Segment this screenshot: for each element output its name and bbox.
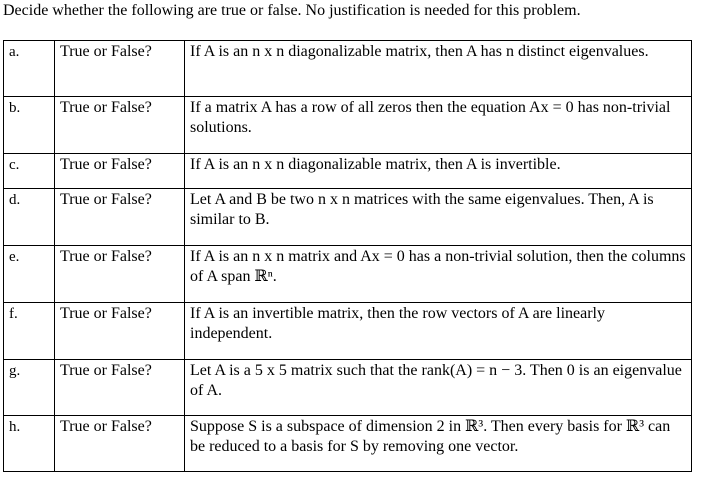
- table-row: [4, 360, 692, 416]
- instructions: Decide whether the following are true or false. No justification is needed for this problem.: [3, 2, 581, 19]
- true-or-false-prompt[interactable]: True or False?: [55, 189, 185, 246]
- statement: Let A and B be two n x n matrices with the same eigenvalues. Then, A is similar to B.: [185, 189, 692, 246]
- true-or-false-prompt[interactable]: True or False?: [55, 303, 185, 360]
- item-label: a.: [4, 41, 55, 97]
- statement: Suppose S is a subspace of dimension 2 in ℝ³. Then every basis for ℝ³ can be reduced to a basis for S by removing one vector.: [185, 416, 692, 472]
- statement: If a matrix A has a row of all zeros then the equation Ax = 0 has non-trivial solutions.: [185, 97, 692, 154]
- true-or-false-prompt[interactable]: True or False?: [55, 246, 185, 303]
- true-or-false-prompt[interactable]: True or False?: [55, 416, 185, 472]
- true-or-false-prompt[interactable]: True or False?: [55, 154, 185, 189]
- table-row: [4, 303, 692, 360]
- table-row: [4, 416, 692, 472]
- table-row: [4, 154, 692, 189]
- item-label: e.: [4, 246, 55, 303]
- statement: If A is an n x n diagonalizable matrix, then A is invertible.: [185, 154, 692, 189]
- statement: If A is an invertible matrix, then the row vectors of A are linearly independent.: [185, 303, 692, 360]
- true-false-table: [3, 40, 692, 472]
- true-or-false-prompt[interactable]: True or False?: [55, 41, 185, 97]
- item-label: f.: [4, 303, 55, 360]
- table-row: [4, 246, 692, 303]
- item-label: b.: [4, 97, 55, 154]
- true-or-false-prompt[interactable]: True or False?: [55, 360, 185, 416]
- statement: If A is an n x n matrix and Ax = 0 has a non-trivial solution, then the columns of A span ℝⁿ.: [185, 246, 692, 303]
- table-row: [4, 189, 692, 246]
- item-label: g.: [4, 360, 55, 416]
- item-label: d.: [4, 189, 55, 246]
- statement: Let A is a 5 x 5 matrix such that the rank(A) = n − 3. Then 0 is an eigenvalue of A.: [185, 360, 692, 416]
- statement: If A is an n x n diagonalizable matrix, then A has n distinct eigenvalues.: [185, 41, 692, 97]
- table-row: [4, 41, 692, 97]
- item-label: c.: [4, 154, 55, 189]
- table-row: [4, 97, 692, 154]
- true-or-false-prompt[interactable]: True or False?: [55, 97, 185, 154]
- item-label: h.: [4, 416, 55, 472]
